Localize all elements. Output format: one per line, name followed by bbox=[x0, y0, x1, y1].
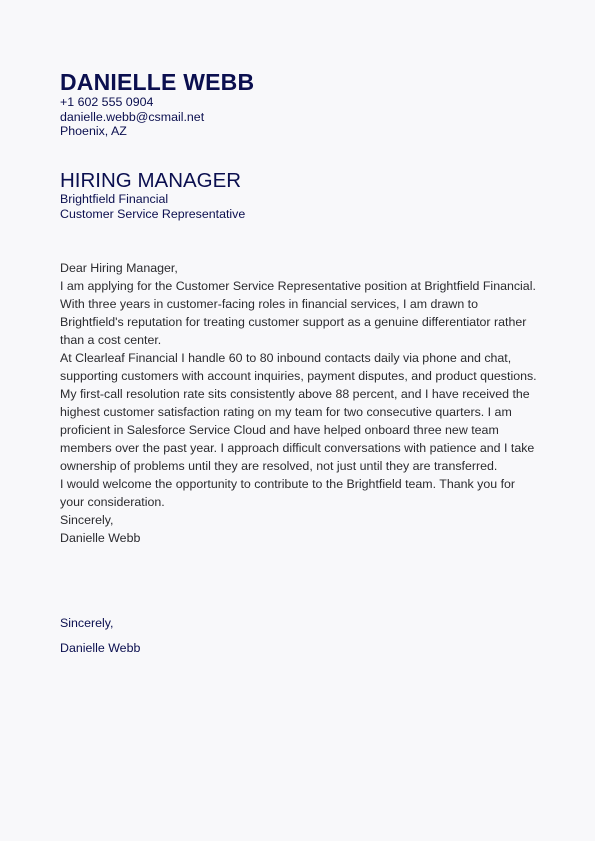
closing-block bbox=[60, 615, 140, 656]
recipient-title: HIRING MANAGER bbox=[60, 169, 242, 192]
applicant-name: DANIELLE WEBB bbox=[60, 69, 255, 95]
letter-body bbox=[60, 259, 542, 547]
phone-number: +1 602 555 0904 bbox=[60, 95, 154, 109]
closing-signature: Danielle Webb bbox=[60, 641, 141, 655]
recipient-company: Brightfield Financial bbox=[60, 192, 169, 206]
email-address: danielle.webb@csmail.net bbox=[60, 109, 205, 124]
recipient-block bbox=[60, 192, 245, 222]
letter-paragraph-intro: I am applying for the Customer Service Representative position at Brightfield Financial. With three years in customer-facing roles in financial services, I am drawn to Brightfield's reputation for treating customer support as a genuine differentiator rather than a cost center. bbox=[60, 279, 536, 347]
letter-paragraph-closing: I would welcome the opportunity to contribute to the Brightfield team. Thank you for your consideration. bbox=[60, 477, 516, 509]
closing-signoff: Sincerely, bbox=[60, 616, 114, 630]
recipient-position: Customer Service Representative bbox=[60, 207, 246, 221]
letter-signoff: Sincerely, bbox=[60, 513, 114, 527]
salutation: Dear Hiring Manager, bbox=[60, 261, 178, 275]
letter-paragraph-experience: At Clearleaf Financial I handle 60 to 80 inbound contacts daily via phone and chat, supporting customers with account inquiries, payment disputes, and product questions. My first-call resolution rate sits consistently above 88 percent, and I have received the highest customer satisfaction rating on my team for two consecutive quarters. I am proficient in Salesforce Service Cloud and have helped onboard three new team members over the past year. I approach difficult conversations with patience and I take ownership of problems until they are resolved, not just until they are transferred. bbox=[60, 351, 537, 473]
letter-signature: Danielle Webb bbox=[60, 531, 141, 545]
location: Phoenix, AZ bbox=[60, 124, 127, 138]
contact-block bbox=[60, 95, 204, 139]
